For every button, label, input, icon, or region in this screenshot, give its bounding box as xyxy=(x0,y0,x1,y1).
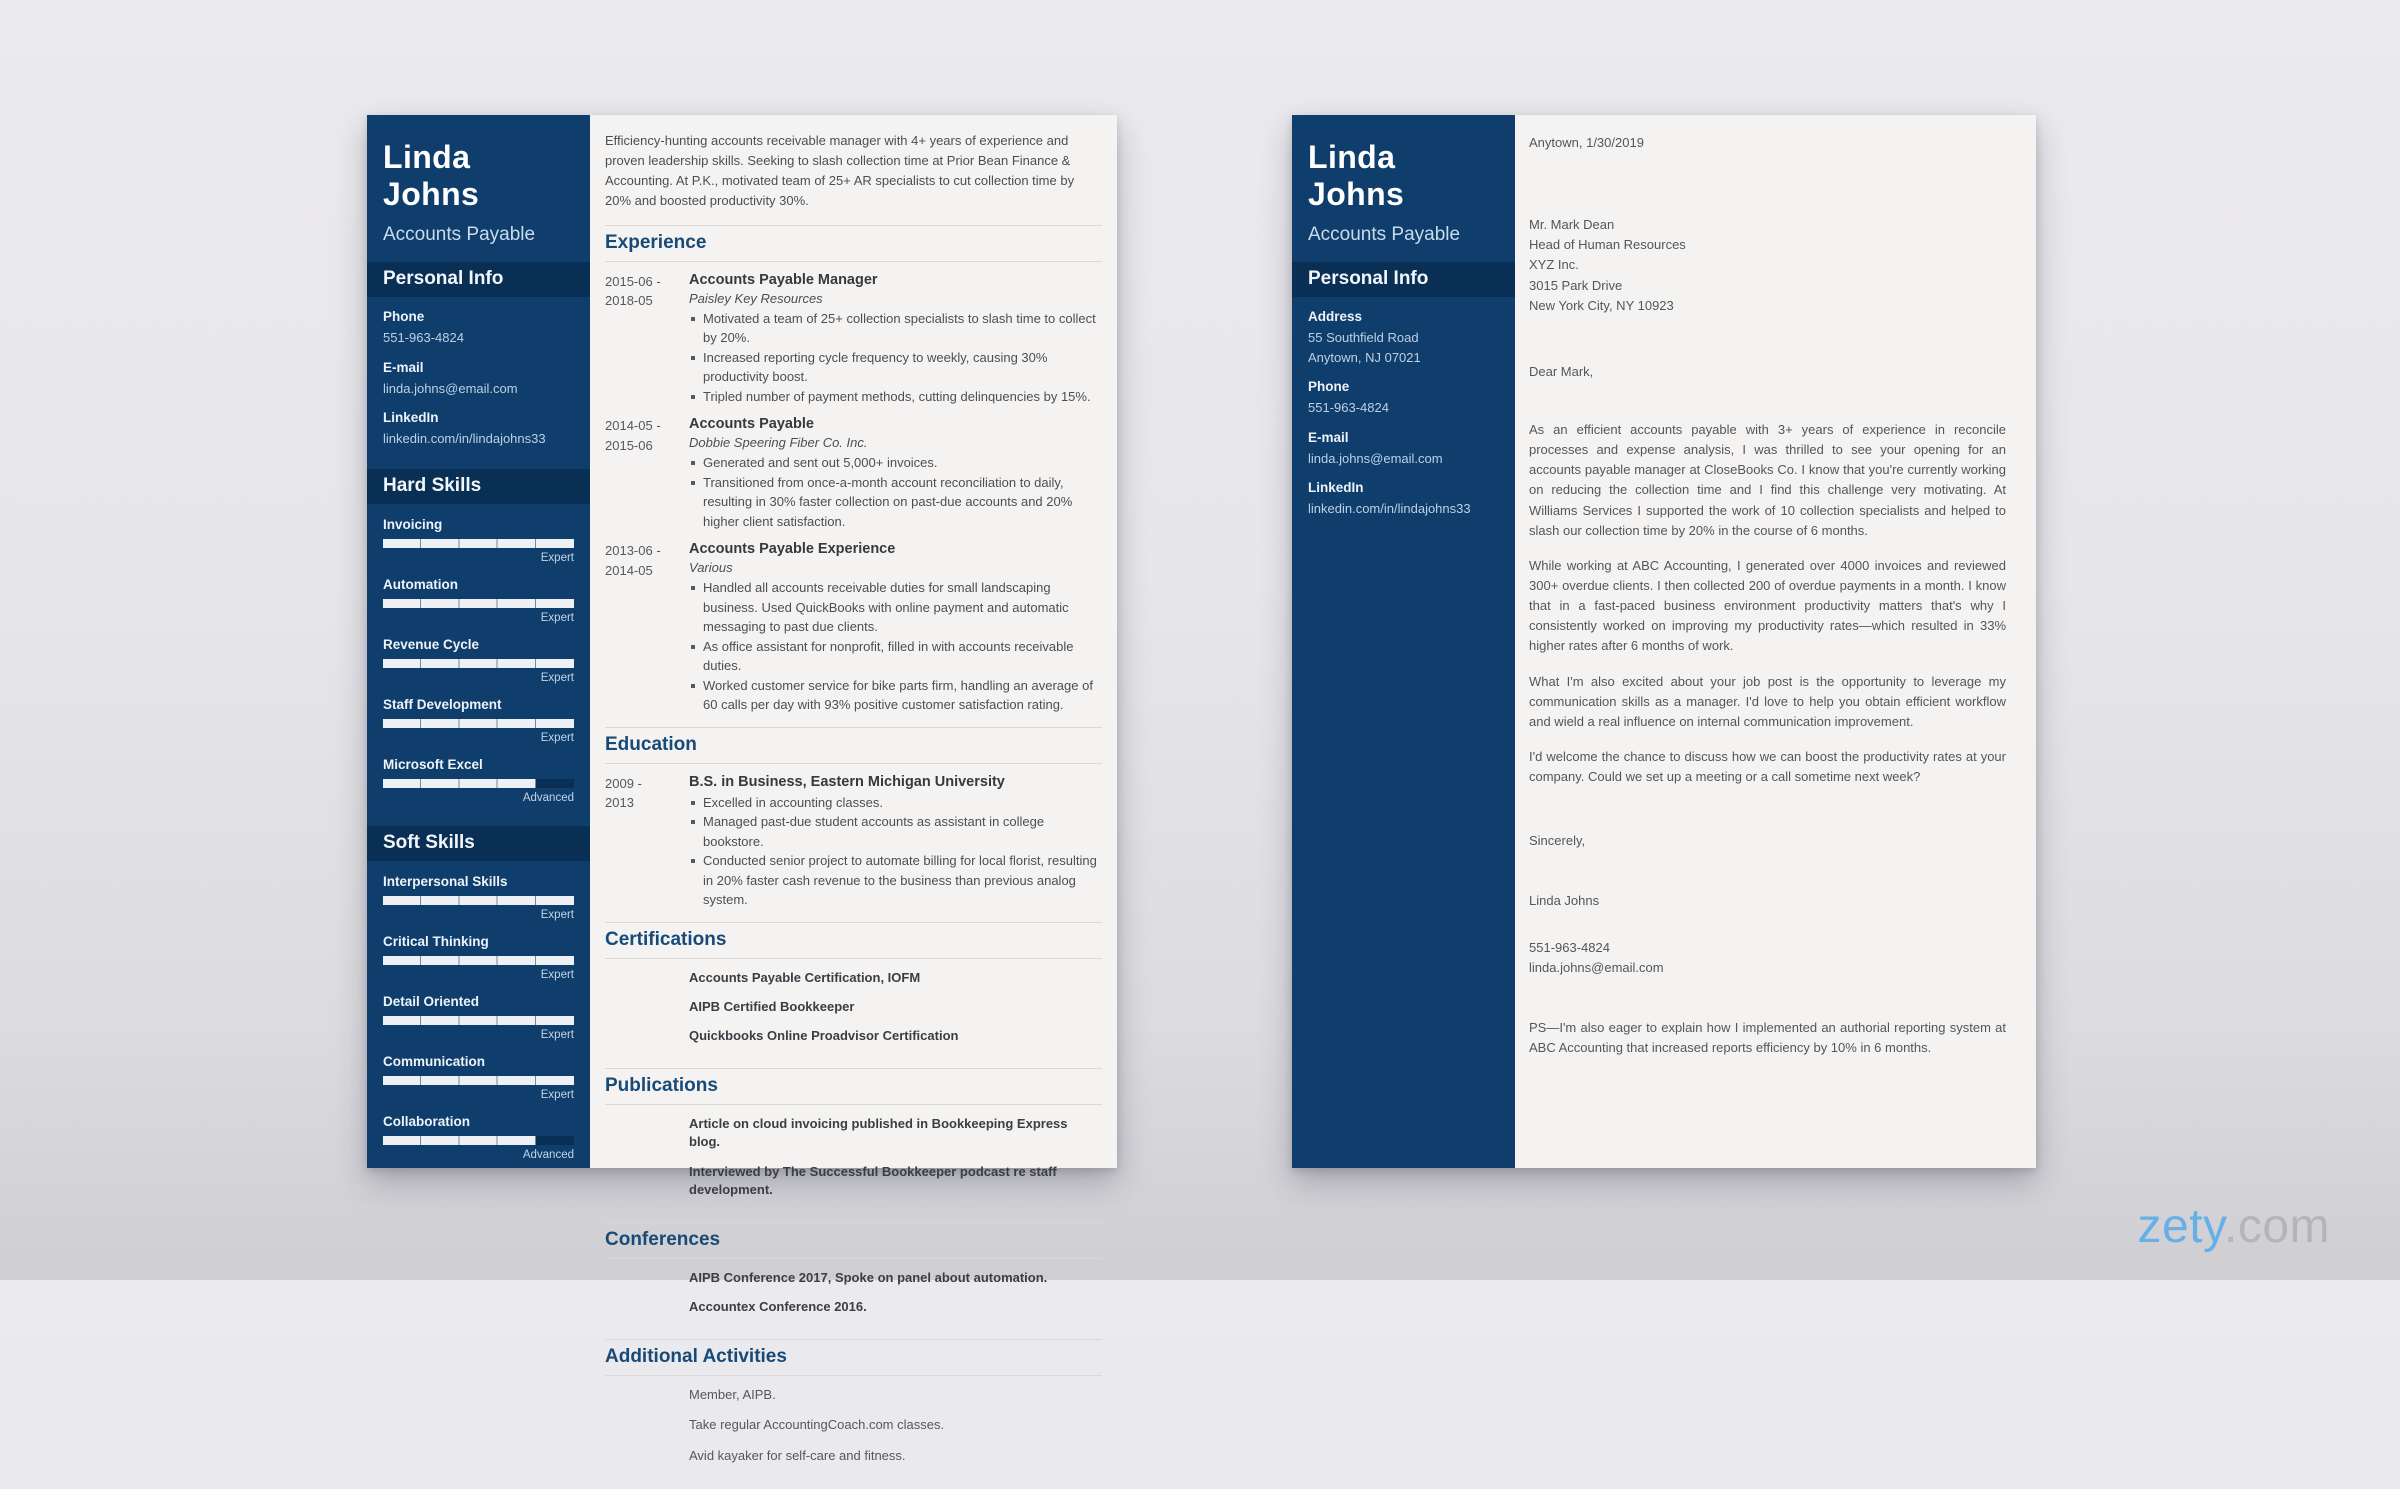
recipient-line: Mr. Mark Dean xyxy=(1529,217,1615,233)
field-label: E-mail xyxy=(383,359,424,375)
skill-fill xyxy=(383,539,574,548)
skill-automation xyxy=(367,564,590,624)
resume-header xyxy=(367,115,590,262)
skill-bar xyxy=(383,599,574,608)
date-to: 2015-06 xyxy=(605,437,653,453)
conference-item: AIPB Conference 2017, Spoke on panel about automation. xyxy=(689,1269,1048,1285)
hard-skills-heading: Hard Skills xyxy=(367,469,590,504)
skill-level: Expert xyxy=(540,671,574,684)
personal-info-phone xyxy=(1292,367,1515,418)
letter-date: Anytown, 1/30/2019 xyxy=(1529,135,1644,150)
entry-dates xyxy=(605,1386,689,1477)
letter-body-column xyxy=(1515,115,2036,1168)
letter-recipient-block xyxy=(1529,215,2006,316)
skill-bar xyxy=(383,896,574,905)
job-bullet: Handled all accounts receivable duties for small landscaping business. Used QuickBooks with online payment and automatic messaging to past due clients. xyxy=(689,578,1102,637)
personal-info-linkedin xyxy=(1292,468,1515,519)
skill-level: Expert xyxy=(540,1028,574,1041)
skill-bar xyxy=(383,1016,574,1025)
activity-item: Member, AIPB. xyxy=(689,1387,776,1403)
entry-dates xyxy=(605,1115,689,1210)
letter-role: Accounts Payable xyxy=(1308,224,1461,245)
job-company: Dobbie Speering Fiber Co. Inc. xyxy=(689,435,868,451)
resume-sidebar xyxy=(367,115,590,1168)
entry-dates xyxy=(605,541,689,715)
job-bullet: Motivated a team of 25+ collection specialists to slash time to collect by 20%. xyxy=(689,309,1102,348)
skill-interpersonal xyxy=(367,861,590,921)
skill-level: Expert xyxy=(540,551,574,564)
section-title: Education xyxy=(605,728,1102,764)
section-conferences xyxy=(605,1222,1102,1339)
skill-name: Staff Development xyxy=(383,696,502,712)
skill-fill xyxy=(383,719,574,728)
zety-domain-text: .com xyxy=(2223,1200,2330,1253)
skill-revenue-cycle xyxy=(367,624,590,684)
skill-bar xyxy=(383,956,574,965)
letter-paragraph: As an efficient accounts payable with 3+ years of experience in reconcile processes and expense analysis, I was thrilled to see your opening for an accounts payable manager at CloseBooks Co. I know that you're currently working on reducing the collection time and I find this challenge very motivating. At Williams Services I supported the work of 10 collection specialists and helped to slash our collection time by 20% in the course of 6 months. xyxy=(1529,421,2006,538)
field-label: LinkedIn xyxy=(383,410,439,425)
section-title: Additional Activities xyxy=(605,1340,1102,1376)
education-bullet: Conducted senior project to automate billing for local florist, resulting in 20% faster cash revenue to the business than previous analog system. xyxy=(689,851,1102,910)
personal-info-address xyxy=(1292,297,1515,367)
activity-item: Take regular AccountingCoach.com classes. xyxy=(689,1417,945,1433)
soft-skills-heading: Soft Skills xyxy=(367,826,590,861)
job-title: Accounts Payable Manager xyxy=(689,271,878,288)
field-label: E-mail xyxy=(1308,429,1349,445)
experience-entry xyxy=(605,272,1102,407)
letter-paragraph: What I'm also excited about your job post is the opportunity to leverage my communication skills as a manager. I'd love to help you obtain efficient workflow and wield a real influence on internal communication improvement. xyxy=(1529,673,2006,729)
skill-bar xyxy=(383,1076,574,1085)
section-title: Experience xyxy=(605,226,1102,262)
zety-brand-text: zety xyxy=(2137,1200,2224,1253)
publication-item: Article on cloud invoicing published in Bookkeeping Express blog. xyxy=(689,1116,1068,1150)
skill-bar xyxy=(383,1136,574,1145)
skill-bar xyxy=(383,779,574,788)
job-bullet: Increased reporting cycle frequency to weekly, causing 30% productivity boost. xyxy=(689,348,1102,387)
date-from: 2013-06 - xyxy=(605,543,661,559)
skill-name: Revenue Cycle xyxy=(383,636,480,652)
recipient-line: Head of Human Resources xyxy=(1529,237,1686,253)
entry-dates xyxy=(605,272,689,407)
skill-fill xyxy=(383,779,536,788)
skill-name: Interpersonal Skills xyxy=(383,873,508,889)
personal-info-heading: Personal Info xyxy=(367,262,590,297)
job-company: Paisley Key Resources xyxy=(689,290,823,306)
recipient-line: New York City, NY 10923 xyxy=(1529,297,1674,313)
letter-signature: Linda Johns xyxy=(1529,893,1600,909)
date-from: 2014-05 - xyxy=(605,418,661,434)
section-title: Conferences xyxy=(605,1223,1102,1259)
section-title: Certifications xyxy=(605,923,1102,959)
personal-info-email xyxy=(1292,418,1515,469)
personal-info-email xyxy=(367,348,590,399)
field-value: 55 Southfield Road xyxy=(1308,330,1419,345)
skill-level: Expert xyxy=(540,908,574,921)
date-from: 2009 - xyxy=(605,775,642,791)
certification-item: AIPB Certified Bookkeeper xyxy=(689,998,855,1014)
skill-level: Advanced xyxy=(522,791,574,804)
letter-closing: Sincerely, xyxy=(1529,833,1586,849)
job-bullet: Tripled number of payment methods, cutting delinquencies by 15%. xyxy=(689,387,1102,407)
skill-name: Automation xyxy=(383,576,458,592)
field-label: Phone xyxy=(1308,379,1350,394)
skill-collaboration xyxy=(367,1101,590,1161)
entry-dates xyxy=(605,774,689,910)
field-value: linkedin.com/in/lindajohns33 xyxy=(383,431,546,446)
letter-paragraph: I'd welcome the chance to discuss how we can boost the productivity rates at your company. Could we set up a meeting or a call sometime next week? xyxy=(1529,748,2006,785)
skill-microsoft-excel xyxy=(367,744,590,804)
letter-sidebar xyxy=(1292,115,1515,1168)
date-from: 2015-06 - xyxy=(605,273,661,289)
resume-role: Accounts Payable xyxy=(383,224,536,245)
skill-fill xyxy=(383,1076,574,1085)
publication-item: Interviewed by The Successful Bookkeeper podcast re staff development. xyxy=(689,1163,1057,1197)
zety-watermark xyxy=(2138,1199,2330,1254)
date-to: 2014-05 xyxy=(605,562,653,578)
skill-level: Expert xyxy=(540,611,574,624)
recipient-line: 3015 Park Drive xyxy=(1529,277,1623,293)
date-to: 2018-05 xyxy=(605,293,653,309)
field-value: 551-963-4824 xyxy=(383,330,464,345)
skill-name: Invoicing xyxy=(383,516,443,532)
letter-header xyxy=(1292,115,1515,262)
date-to: 2013 xyxy=(605,795,634,811)
section-additional-activities xyxy=(605,1339,1102,1489)
certification-item: Quickbooks Online Proadvisor Certification xyxy=(689,1027,959,1043)
job-company: Various xyxy=(689,560,733,576)
conferences-list xyxy=(605,1269,1102,1327)
letter-contact-block xyxy=(1529,938,2006,978)
skill-critical-thinking xyxy=(367,921,590,981)
section-certifications xyxy=(605,922,1102,1069)
skill-fill xyxy=(383,599,574,608)
skill-fill xyxy=(383,1016,574,1025)
skill-bar xyxy=(383,539,574,548)
education-bullet: Managed past-due student accounts as assistant in college bookstore. xyxy=(689,812,1102,851)
certification-item: Accounts Payable Certification, IOFM xyxy=(689,969,921,985)
skill-invoicing xyxy=(367,504,590,564)
section-experience xyxy=(605,225,1102,727)
field-value: 551-963-4824 xyxy=(1308,400,1389,415)
skill-level: Advanced xyxy=(522,1148,574,1161)
job-bullet: Worked customer service for bike parts firm, handling an average of 60 calls per day with 93% positive customer satisfaction rating. xyxy=(689,676,1102,715)
cover-letter-page[interactable] xyxy=(1292,115,2036,1168)
letter-ps: PS—I'm also eager to explain how I implemented an authorial reporting system at ABC Accounting that increased reports efficiency by 10% in 6 months. xyxy=(1529,1019,2006,1055)
skill-communication xyxy=(367,1041,590,1101)
resume-summary: Efficiency-hunting accounts receivable manager with 4+ years of experience and proven leadership skills. Seeking to slash collection time at Prior Bean Finance & Accounting. At P.K., motivated team of 25+ AR specialists to cut collection time by 20% and boosted productivity 30%. xyxy=(605,133,1075,209)
job-bullet: Transitioned from once-a-month account reconciliation to daily, resulting in 30% faster collection on past-due accounts and 20% higher client satisfaction. xyxy=(689,473,1102,532)
degree-title: B.S. in Business, Eastern Michigan University xyxy=(689,773,1005,790)
skill-name: Collaboration xyxy=(383,1113,470,1129)
skill-staff-development xyxy=(367,684,590,744)
skill-level: Expert xyxy=(540,731,574,744)
field-label: LinkedIn xyxy=(1308,480,1364,495)
skill-name: Communication xyxy=(383,1053,486,1069)
resume-page[interactable] xyxy=(367,115,1117,1463)
skill-level: Expert xyxy=(540,968,574,981)
education-bullet: Excelled in accounting classes. xyxy=(689,793,1102,813)
resume-main-column xyxy=(590,115,1117,1463)
job-title: Accounts Payable xyxy=(689,416,814,433)
field-value: Anytown, NJ 07021 xyxy=(1308,349,1421,365)
letter-paragraph: While working at ABC Accounting, I generated over 4000 invoices and reviewed 300+ overdue clients. I then collected 200 of overdue payments in a month. I know that in a fast-paced business environment productivity matters that's why I consistently worked on improving my productivity rates—which resulted in 33% higher rates after 6 months of work. xyxy=(1529,557,2006,654)
conference-item: Accountex Conference 2016. xyxy=(689,1299,867,1315)
section-title: Publications xyxy=(605,1069,1102,1105)
activity-item: Avid kayaker for self-care and fitness. xyxy=(689,1447,906,1463)
skill-detail-oriented xyxy=(367,981,590,1041)
experience-entry xyxy=(605,416,1102,531)
entry-dates xyxy=(605,1269,689,1327)
contact-phone: 551-963-4824 xyxy=(1529,939,1610,955)
education-entry xyxy=(605,774,1102,910)
field-label: Phone xyxy=(383,309,425,324)
entry-dates xyxy=(605,969,689,1057)
skill-fill xyxy=(383,956,574,965)
contact-email: linda.johns@email.com xyxy=(1529,959,1664,975)
resume-name: Linda Johns xyxy=(383,139,480,212)
job-bullet: Generated and sent out 5,000+ invoices. xyxy=(689,453,1102,473)
recipient-line: XYZ Inc. xyxy=(1529,257,1579,273)
section-publications xyxy=(605,1068,1102,1222)
skill-name: Microsoft Excel xyxy=(383,756,483,772)
field-value: linda.johns@email.com xyxy=(1308,450,1443,466)
skill-fill xyxy=(383,896,574,905)
skill-bar xyxy=(383,659,574,668)
job-bullet: As office assistant for nonprofit, filled in with accounts receivable duties. xyxy=(689,637,1102,676)
entry-dates xyxy=(605,416,689,531)
section-education xyxy=(605,727,1102,922)
publications-list xyxy=(605,1115,1102,1210)
field-label: Address xyxy=(1308,309,1363,324)
skill-level: Expert xyxy=(540,1088,574,1101)
letter-name: Linda Johns xyxy=(1308,139,1405,212)
skill-fill xyxy=(383,1136,536,1145)
skill-name: Detail Oriented xyxy=(383,993,480,1009)
personal-info-heading: Personal Info xyxy=(1292,262,1515,297)
personal-info-phone xyxy=(367,297,590,348)
additional-activities-list xyxy=(605,1386,1102,1477)
personal-info-linkedin xyxy=(367,398,590,449)
skill-fill xyxy=(383,659,574,668)
letter-salutation: Dear Mark, xyxy=(1529,363,1594,379)
field-value: linda.johns@email.com xyxy=(383,380,518,396)
certifications-list xyxy=(605,969,1102,1057)
field-value: linkedin.com/in/lindajohns33 xyxy=(1308,501,1471,516)
experience-entry xyxy=(605,541,1102,715)
skill-name: Critical Thinking xyxy=(383,933,489,949)
job-title: Accounts Payable Experience xyxy=(689,541,896,558)
skill-bar xyxy=(383,719,574,728)
